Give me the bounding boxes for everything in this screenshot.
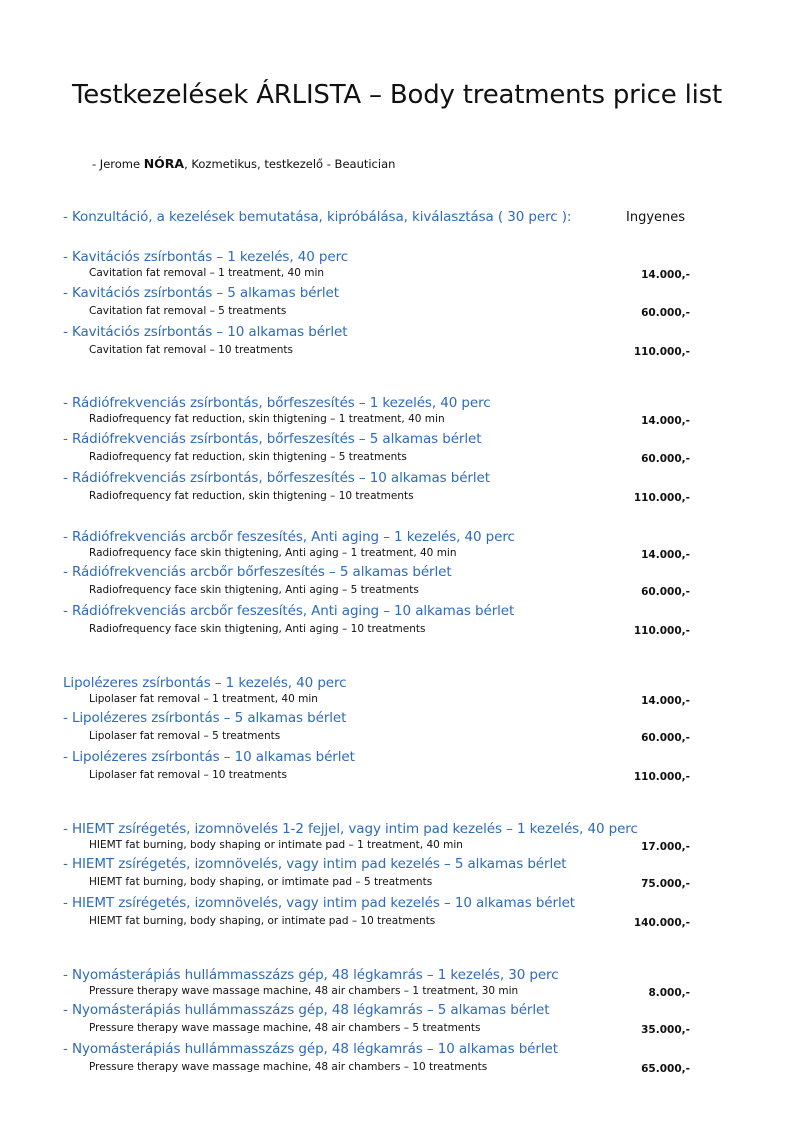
treatment-heading: - Lipolézeres zsírbontás – 10 alkamas bérlet xyxy=(63,749,355,765)
author-prefix: - Jerome xyxy=(92,157,144,171)
treatment-heading: - Nyomásterápiás hullámmasszázs gép, 48 légkamrás – 10 alkamas bérlet xyxy=(63,1041,558,1057)
treatment-subtitle: Cavitation fat removal – 10 treatments xyxy=(89,344,294,356)
treatment-subtitle: Pressure therapy wave massage machine, 48 air chambers – 5 treatments xyxy=(89,1022,481,1034)
treatment-price: 110.000,- xyxy=(633,771,690,783)
treatment-price: 60.000,- xyxy=(641,307,690,319)
treatment-subtitle: Cavitation fat removal – 5 treatments xyxy=(89,305,287,317)
treatment-heading: Lipolézeres zsírbontás – 1 kezelés, 40 perc xyxy=(63,675,347,691)
page-title: Testkezelések ÁRLISTA – Body treatments price list xyxy=(71,80,723,110)
treatment-price: 8.000,- xyxy=(648,987,690,999)
treatment-subtitle: HIEMT fat burning, body shaping, or intimate pad – 10 treatments xyxy=(89,915,436,927)
treatment-heading: - Nyomásterápiás hullámmasszázs gép, 48 légkamrás – 1 kezelés, 30 perc xyxy=(63,967,559,983)
treatment-subtitle: Lipolaser fat removal – 5 treatments xyxy=(89,730,281,742)
treatment-subtitle: Pressure therapy wave massage machine, 48 air chambers – 1 treatment, 30 min xyxy=(89,985,519,997)
treatment-heading: - Lipolézeres zsírbontás – 5 alkamas bérlet xyxy=(63,710,347,726)
treatment-subtitle: Cavitation fat removal – 1 treatment, 40 min xyxy=(89,267,325,279)
treatment-price: 65.000,- xyxy=(641,1063,690,1075)
treatment-heading: - HIEMT zsírégetés, izomnövelés, vagy intim pad kezelés – 10 alkamas bérlet xyxy=(63,895,575,911)
treatment-price: 110.000,- xyxy=(633,492,690,504)
consultation-heading: - Konzultáció, a kezelések bemutatása, kipróbálása, kiválasztása ( 30 perc ): xyxy=(63,209,572,225)
treatment-subtitle: Radiofrequency fat reduction, skin thigtening – 10 treatments xyxy=(89,490,414,502)
treatment-price: 14.000,- xyxy=(641,415,690,427)
treatment-heading: - HIEMT zsírégetés, izomnövelés, vagy intim pad kezelés – 5 alkamas bérlet xyxy=(63,856,567,872)
author-suffix: , Kozmetikus, testkezelő - Beautician xyxy=(184,157,396,171)
treatment-heading: - Rádiófrekvenciás zsírbontás, bőrfeszesítés – 5 alkamas bérlet xyxy=(63,431,482,447)
treatment-price: 140.000,- xyxy=(633,917,690,929)
treatment-subtitle: Lipolaser fat removal – 10 treatments xyxy=(89,769,287,781)
treatment-heading: - Rádiófrekvenciás zsírbontás, bőrfeszesítés – 1 kezelés, 40 perc xyxy=(63,395,491,411)
treatment-heading: - Nyomásterápiás hullámmasszázs gép, 48 légkamrás – 5 alkamas bérlet xyxy=(63,1002,550,1018)
treatment-price: 14.000,- xyxy=(641,695,690,707)
treatment-price: 110.000,- xyxy=(633,346,690,358)
treatment-heading: - HIEMT zsírégetés, izomnövelés 1-2 fejjel, vagy intim pad kezelés – 1 kezelés, 40 perc xyxy=(63,821,638,837)
treatment-price: 110.000,- xyxy=(633,625,690,637)
treatment-subtitle: Lipolaser fat removal – 1 treatment, 40 min xyxy=(89,693,318,705)
treatment-heading: - Kavitációs zsírbontás – 5 alkamas bérlet xyxy=(63,285,339,301)
treatment-price: 35.000,- xyxy=(641,1024,690,1036)
treatment-price: 60.000,- xyxy=(641,453,690,465)
treatment-subtitle: Radiofrequency face skin thigtening, Anti aging – 5 treatments xyxy=(89,584,419,596)
treatment-subtitle: Radiofrequency fat reduction, skin thigtening – 1 treatment, 40 min xyxy=(89,413,445,425)
treatment-subtitle: HIEMT fat burning, body shaping or intimate pad – 1 treatment, 40 min xyxy=(89,839,463,851)
treatment-subtitle: Radiofrequency face skin thigtening, Anti aging – 10 treatments xyxy=(89,623,426,635)
treatment-subtitle: HIEMT fat burning, body shaping, or imtimate pad – 5 treatments xyxy=(89,876,433,888)
treatment-price: 17.000,- xyxy=(641,841,690,853)
treatment-price: 14.000,- xyxy=(641,269,690,281)
treatment-subtitle: Pressure therapy wave massage machine, 48 air chambers – 10 treatments xyxy=(89,1061,488,1073)
treatment-price: 60.000,- xyxy=(641,732,690,744)
treatment-price: 14.000,- xyxy=(641,549,690,561)
treatment-subtitle: Radiofrequency fat reduction, skin thigtening – 5 treatments xyxy=(89,451,407,463)
treatment-price: 60.000,- xyxy=(641,586,690,598)
treatment-heading: - Kavitációs zsírbontás – 10 alkamas bérlet xyxy=(63,324,348,340)
treatment-heading: - Rádiófrekvenciás arcbőr feszesítés, Anti aging – 1 kezelés, 40 perc xyxy=(63,529,515,545)
treatment-heading: - Rádiófrekvenciás arcbőr bőrfeszesítés – 5 alkamas bérlet xyxy=(63,564,452,580)
treatment-price: 75.000,- xyxy=(641,878,690,890)
treatment-heading: - Rádiófrekvenciás zsírbontás, bőrfeszesítés – 10 alkamas bérlet xyxy=(63,470,490,486)
treatment-subtitle: Radiofrequency face skin thigtening, Anti aging – 1 treatment, 40 min xyxy=(89,547,457,559)
treatment-heading: - Kavitációs zsírbontás – 1 kezelés, 40 perc xyxy=(63,249,349,265)
consultation-price: Ingyenes xyxy=(626,210,686,225)
author-name: NÓRA xyxy=(143,156,185,171)
author-line xyxy=(92,156,395,171)
treatment-heading: - Rádiófrekvenciás arcbőr feszesítés, Anti aging – 10 alkamas bérlet xyxy=(63,603,515,619)
